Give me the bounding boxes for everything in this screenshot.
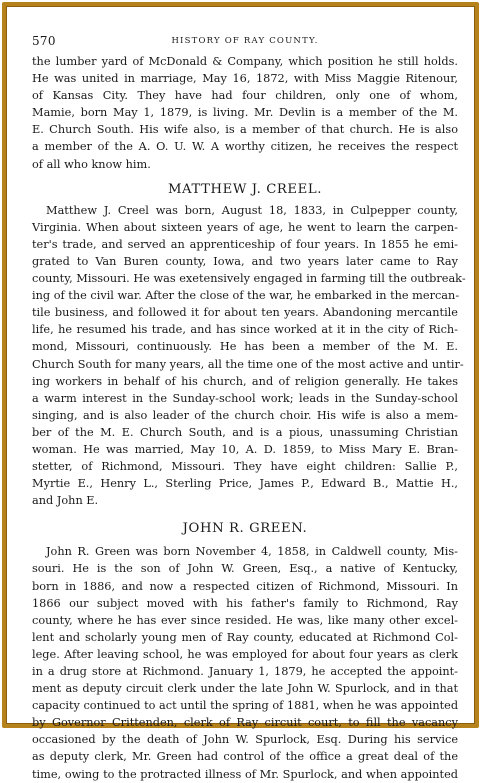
text-line: of all who know him. bbox=[32, 157, 151, 171]
book-page bbox=[32, 34, 466, 783]
text-line: a warm interest in the Sunday-school work; leads in the Sunday-school bbox=[32, 391, 458, 405]
text-line: the lumber yard of McDonald & Company, which position he still holds. bbox=[32, 55, 458, 68]
text-line: and John E. bbox=[32, 494, 99, 508]
text-line: stetter, of Richmond, Missouri. They have eight children: Sallie P., bbox=[32, 460, 458, 474]
text-line: time, owing to the protracted illness of Mr. Spurlock, and when appointed bbox=[32, 767, 458, 781]
text-line: He was united in marriage, May 16, 1872, with Miss Maggie Ritenour, bbox=[32, 72, 458, 86]
page-frame bbox=[2, 2, 479, 781]
text-line: tile business, and followed it for about ten years. Abandoning mercantile bbox=[32, 306, 458, 320]
text-line: lent and scholarly young men of Ray county, educated at Richmond Col- bbox=[32, 630, 458, 644]
text-line: ment as deputy circuit clerk under the late John W. Spurlock, and in that bbox=[32, 682, 458, 696]
text-line: born in 1886, and now a respected citizen of Richmond, Missouri. In bbox=[32, 579, 458, 593]
text-line: capacity continued to act until the spring of 1881, when he was appointed bbox=[32, 699, 459, 713]
text-line: John R. Green was born November 4, 1858, in Caldwell county, Mis- bbox=[46, 545, 458, 559]
paragraph-intro bbox=[32, 53, 458, 173]
text-line: as deputy clerk, Mr. Green had control of the office a great deal of the bbox=[32, 750, 458, 764]
text-line: Virginia. When about sixteen years of age, he went to learn the carpen- bbox=[32, 220, 458, 234]
section-heading-creel: MATTHEW J. CREEL. bbox=[167, 181, 323, 197]
text-line: mond, Missouri, continuously. He has been a member of the M. E. bbox=[32, 340, 458, 354]
text-line: grated to Van Buren county, Iowa, and two years later came to Ray bbox=[32, 254, 458, 268]
text-line: Church South for many years, all the time one of the most active and untir- bbox=[32, 357, 464, 371]
text-line: ing workers in behalf of his church, and of religion generally. He takes bbox=[32, 374, 458, 388]
text-line: ter's trade, and served an apprenticeship of four years. In 1855 he emi- bbox=[32, 237, 458, 251]
section-heading-green: JOHN R. GREEN. bbox=[182, 521, 308, 537]
text-line: county, where he has ever since resided. He was, like many other excel- bbox=[32, 613, 458, 627]
text-line: Matthew J. Creel was born, August 18, 1833, in Culpepper county, bbox=[46, 203, 458, 217]
text-line: ing of the civil war. After the close of the war, he embarked in the mercan- bbox=[32, 289, 460, 303]
text-line: occasioned by the death of John W. Spurlock, Esq. During his service bbox=[32, 733, 458, 747]
paragraph-creel bbox=[32, 202, 466, 510]
text-line: in a drug store at Richmond. January 1, 1879, he accepted the appoint- bbox=[32, 665, 458, 678]
text-line: lege. After leaving school, he was employed for about four years as clerk bbox=[32, 647, 458, 661]
text-line: Mamie, born May 1, 1879, is living. Mr. Devlin is a member of the M. bbox=[32, 106, 458, 120]
text-line: 1866 our subject moved with his father's family to Richmond, Ray bbox=[32, 596, 458, 610]
text-line: singing, and is also leader of the church choir. His wife is also a mem- bbox=[32, 408, 458, 422]
page-number: 570 bbox=[32, 34, 56, 48]
text-line: Myrtie E., Henry L., Sterling Price, James P., Edward B., Mattie H., bbox=[32, 477, 458, 491]
text-line: E. Church South. His wife also, is a member of that church. He is also bbox=[32, 123, 458, 137]
text-line: souri. He is the son of John W. Green, Esq., a native of Kentucky, bbox=[32, 562, 458, 576]
text-line: of Kansas City. They have had four children, only one of whom, bbox=[32, 89, 458, 103]
text-line: ber of the M. E. Church South, and is a pious, unassuming Christian bbox=[32, 425, 458, 439]
text-line: life, he resumed his trade, and has since worked at it in the city of Rich- bbox=[32, 323, 458, 337]
text-line: by Governor Crittenden, clerk of Ray circuit court, to fill the vacancy bbox=[32, 716, 458, 730]
text-line: woman. He was married, May 10, A. D. 1859, to Miss Mary E. Bran- bbox=[32, 442, 458, 456]
text-line: county, Missouri. He was exetensively engaged in farming till the outbreak- bbox=[32, 272, 466, 286]
running-header bbox=[32, 34, 458, 50]
running-title: HISTORY OF RAY COUNTY. bbox=[171, 36, 319, 46]
paragraph-green bbox=[32, 543, 458, 782]
text-line: a member of the A. O. U. W. A worthy citizen, he receives the respect bbox=[32, 140, 458, 154]
